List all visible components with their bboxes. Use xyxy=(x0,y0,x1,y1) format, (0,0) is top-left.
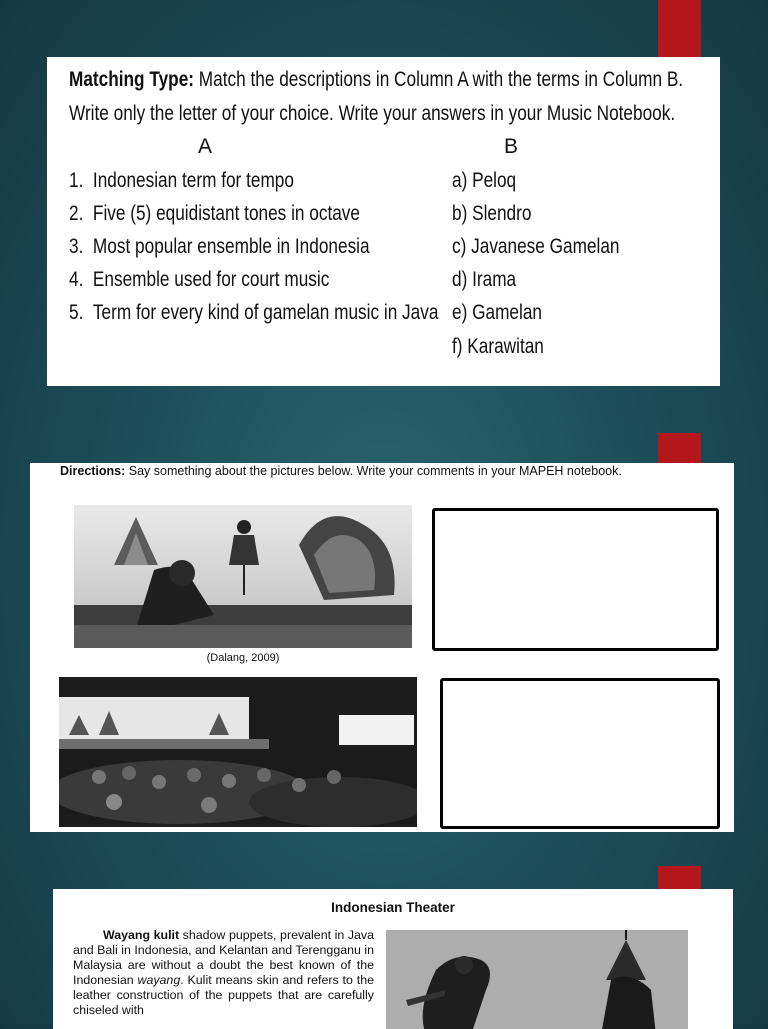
item-text: Most popular ensemble in Indonesia xyxy=(92,235,370,258)
term-bold: Wayang kulit xyxy=(103,928,180,942)
item-text: Term for every kind of gamelan music in Java xyxy=(92,301,439,324)
column-a-item xyxy=(69,169,294,193)
column-b-item: e) Gamelan xyxy=(452,301,542,324)
column-a-item xyxy=(69,268,329,292)
instruction-line-2: Write only the letter of your choice. Write your answers in your Music Notebook. xyxy=(69,102,676,125)
directions-slide xyxy=(30,463,734,832)
indonesian-theater-slide xyxy=(53,889,733,1029)
item-number: 3. xyxy=(69,235,84,258)
column-a-item xyxy=(69,301,438,325)
column-a-item xyxy=(69,235,370,259)
item-text: Ensemble used for court music xyxy=(92,268,330,291)
column-b-item: d) Irama xyxy=(452,268,517,291)
slide-title: Indonesian Theater xyxy=(331,900,455,915)
paragraph-text: . Kulit means skin and refers to the leather construction of the puppets that are carefully chiseled with xyxy=(73,973,374,1017)
slide1-red-tab xyxy=(658,0,701,57)
item-number: 1. xyxy=(69,169,84,192)
column-a-item xyxy=(69,202,360,226)
column-b-header: B xyxy=(504,135,519,158)
directions-heading: Directions: xyxy=(60,464,126,478)
wayang-performance-photo xyxy=(59,677,417,827)
instruction-heading: Matching Type: xyxy=(69,68,195,91)
shadow-puppet-photo xyxy=(386,930,688,1029)
directions-text xyxy=(60,464,720,478)
directions-body: Say something about the pictures below. Write your comments in your MAPEH notebook. xyxy=(125,464,622,478)
column-b-item: c) Javanese Gamelan xyxy=(452,235,620,258)
term-italic: wayang xyxy=(137,973,181,987)
column-a-header: A xyxy=(198,135,213,158)
comment-box[interactable] xyxy=(432,508,719,651)
item-number: 4. xyxy=(69,268,84,291)
slide3-red-tab xyxy=(658,866,701,890)
dalang-photo xyxy=(74,505,412,648)
instruction-line-1 xyxy=(69,68,683,92)
item-number: 2. xyxy=(69,202,84,225)
matching-type-slide xyxy=(47,57,720,386)
column-b-item: f) Karawitan xyxy=(452,335,544,358)
slide2-red-tab xyxy=(658,433,701,464)
item-number: 5. xyxy=(69,301,84,324)
instruction-text: Match the descriptions in Column A with the terms in Column B. xyxy=(194,68,684,91)
item-text: Indonesian term for tempo xyxy=(92,169,294,192)
wayang-kulit-paragraph xyxy=(73,928,374,1018)
paragraph-text: shadow puppets, prevalent in Java and Bali in Indonesia, and Kelantan and Terengganu in Malaysia are without a doubt the best known of the Indonesian xyxy=(73,928,374,987)
dalang-photo-caption: (Dalang, 2009) xyxy=(206,652,280,664)
column-b-item: b) Slendro xyxy=(452,202,532,225)
item-text: Five (5) equidistant tones in octave xyxy=(92,202,360,225)
comment-box[interactable] xyxy=(440,678,720,829)
column-b-item: a) Peloq xyxy=(452,169,517,192)
